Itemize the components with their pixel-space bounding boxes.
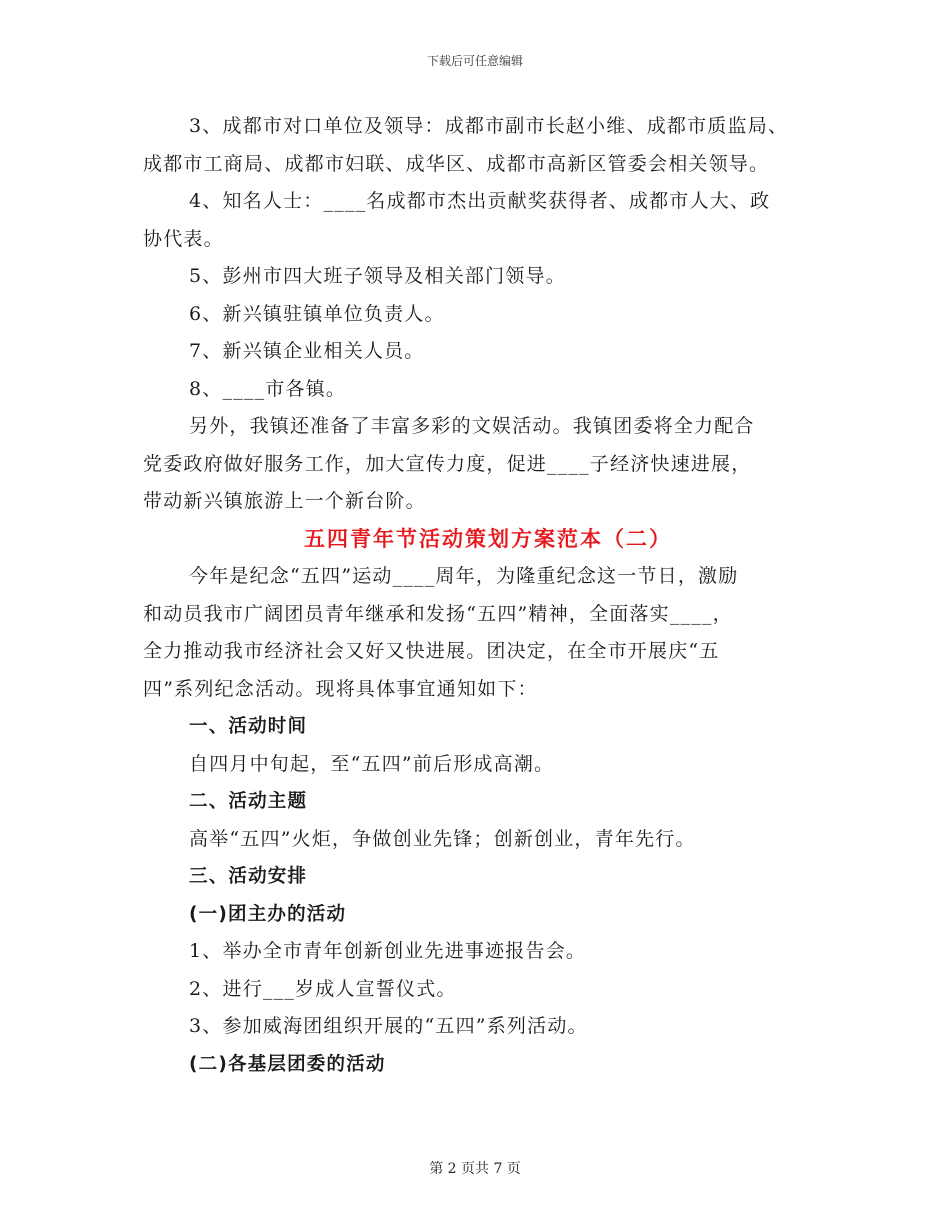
paragraph-line: 5、彭州市四大班子领导及相关部门领导。 [189, 265, 566, 287]
paragraph-line: 4、知名人士：____名成都市杰出贡献奖获得者、成都市人大、政 [189, 190, 771, 212]
list-item: 1、举办全市青年创新创业先进事迹报告会。 [189, 940, 587, 962]
heading-activity-theme: 二、活动主题 [189, 791, 308, 812]
paragraph-line: 党委政府做好服务工作，加大宣传力度，促进____子经济快速进展， [143, 452, 752, 475]
heading-activity-time: 一、活动时间 [189, 716, 308, 737]
list-item: 2、进行___岁成人宣誓仪式。 [189, 977, 457, 1000]
paragraph-line: 6、新兴镇驻镇单位负责人。 [189, 302, 445, 325]
paragraph-line: 和动员我市广阔团员青年继承和发扬“五四”精神，全面落实____， [143, 602, 733, 625]
paragraph-line: 协代表。 [143, 227, 224, 250]
paragraph-line: 今年是纪念“五四”运动____周年，为隆重纪念这一节日，激励 [189, 565, 739, 587]
paragraph-line: 3、成都市对口单位及领导：成都市副市长赵小维、成都市质监局、 [189, 115, 789, 137]
section-title: 五四青年节活动策划方案范本（二） [304, 526, 672, 551]
paragraph-line: 自四月中旬起，至“五四”前后形成高潮。 [189, 752, 555, 775]
paragraph-line: 7、新兴镇企业相关人员。 [189, 340, 425, 362]
paragraph-line: 四”系列纪念活动。现将具体事宜通知如下： [143, 677, 538, 700]
document-body [143, 108, 823, 1083]
paragraph-line: 另外，我镇还准备了丰富多彩的文娱活动。我镇团委将全力配合 [189, 415, 755, 437]
heading-activity-arrangement: 三、活动安排 [189, 866, 308, 887]
subheading-grassroots-activities: (二)各基层团委的活动 [189, 1053, 386, 1075]
paragraph-line: 8、____市各镇。 [189, 377, 347, 400]
paragraph-line: 全力推动我市经济社会又好又快进展。团决定，在全市开展庆“五 [143, 640, 720, 662]
paragraph-line: 带动新兴镇旅游上一个新台阶。 [143, 490, 426, 512]
paragraph-line: 高举“五四”火炬，争做创业先锋；创新创业，青年先行。 [189, 827, 696, 850]
page-footer: 第 2 页共 7 页 [429, 1161, 521, 1177]
list-item: 3、参加威海团组织开展的“五四”系列活动。 [189, 1015, 588, 1037]
page-header: 下载后可任意编辑 [426, 54, 523, 68]
paragraph-line: 成都市工商局、成都市妇联、成华区、成都市高新区管委会相关领导。 [143, 152, 770, 175]
subheading-league-activities: (一)团主办的活动 [189, 903, 347, 925]
